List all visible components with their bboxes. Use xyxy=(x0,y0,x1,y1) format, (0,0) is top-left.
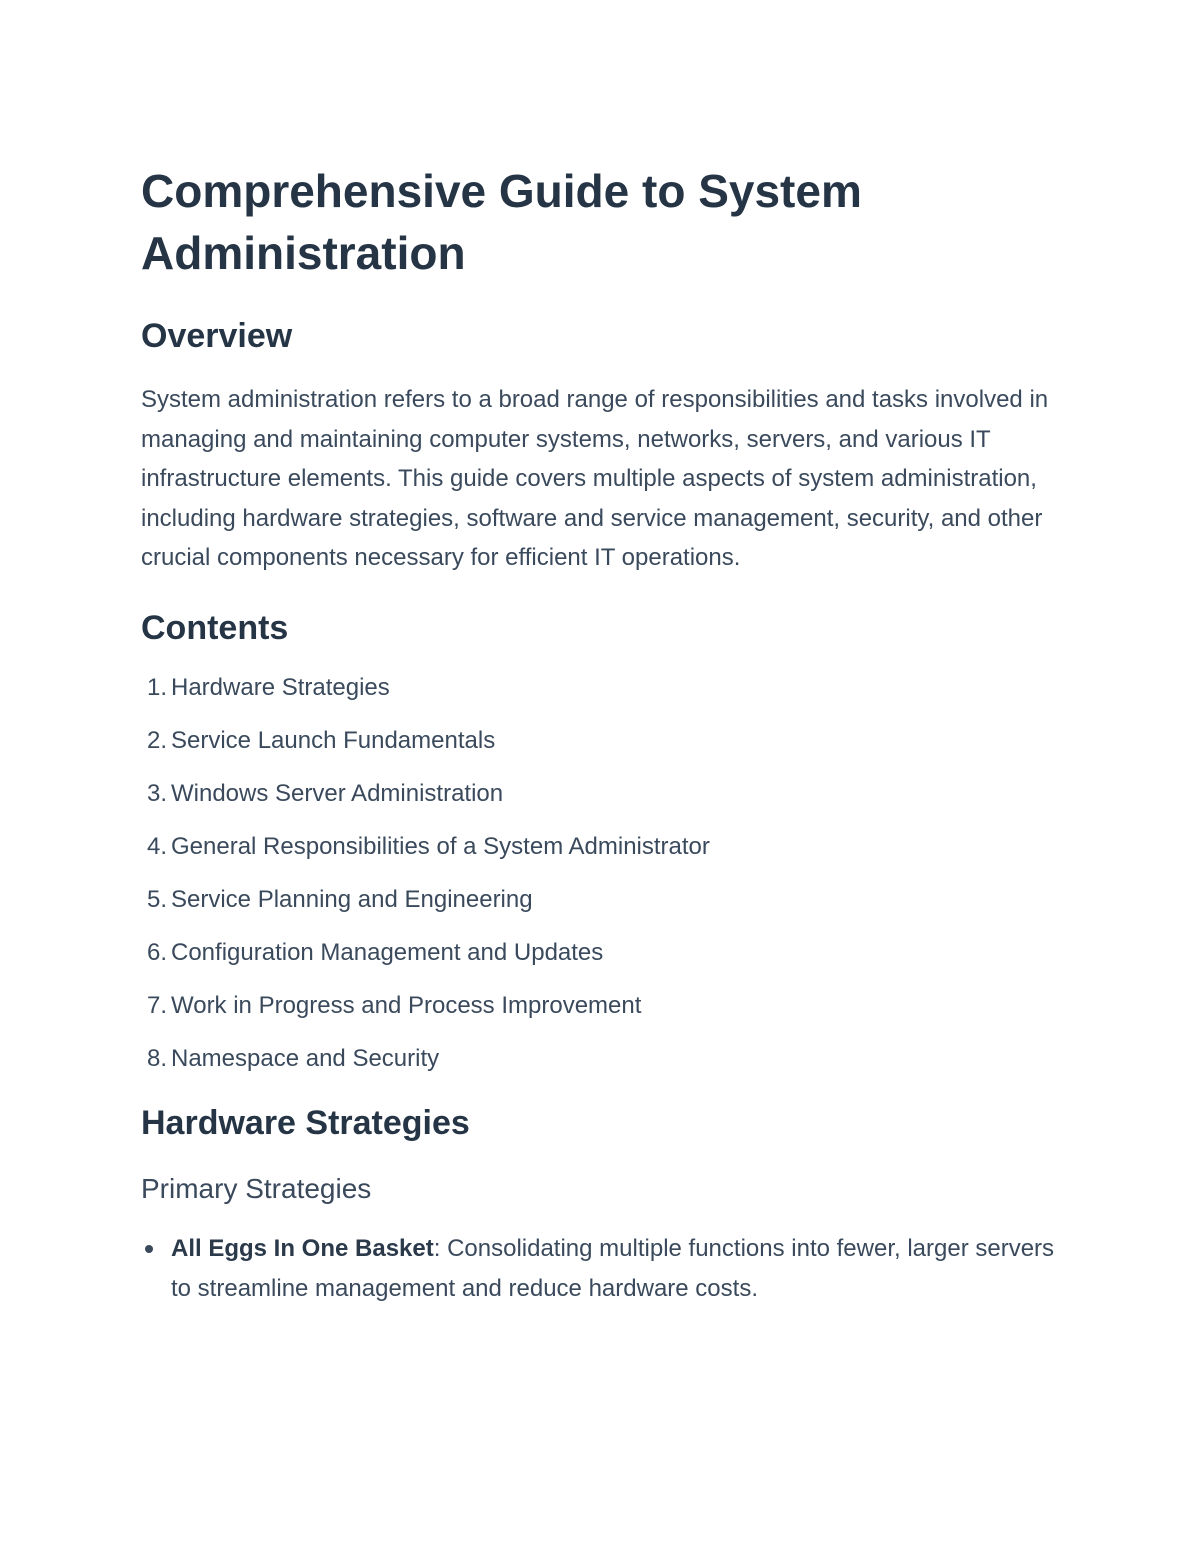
toc-item-service-launch-fundamentals[interactable] xyxy=(141,725,1061,757)
document-title: Comprehensive Guide to System Administration xyxy=(141,165,862,279)
table-of-contents xyxy=(141,672,1061,1075)
toc-item-label: Work in Progress and Process Improvement xyxy=(171,991,642,1019)
strategy-term-separator: : xyxy=(433,1234,441,1262)
toc-item-configuration-management[interactable] xyxy=(141,937,1061,969)
overview-paragraph: System administration refers to a broad range of responsibilities and tasks involved in managing and maintaining computer systems, networks, servers, and various IT infrastructure elements. This guide covers multiple aspects of system administration, including hardware strategies, software and service management, security, and other crucial components necessary for efficient IT operations. xyxy=(141,386,1049,571)
toc-item-number: 6. xyxy=(146,938,167,966)
toc-item-namespace-security[interactable] xyxy=(141,1043,1061,1075)
hardware-strategies-heading: Hardware Strategies xyxy=(141,1103,470,1142)
toc-item-number: 1. xyxy=(146,673,167,701)
toc-item-number: 5. xyxy=(146,885,167,913)
toc-item-label: Service Launch Fundamentals xyxy=(171,726,496,754)
toc-item-label: Configuration Management and Updates xyxy=(171,938,604,966)
toc-item-number: 4. xyxy=(146,832,167,860)
toc-item-work-in-progress[interactable] xyxy=(141,990,1061,1022)
overview-heading: Overview xyxy=(141,317,293,355)
toc-item-service-planning[interactable] xyxy=(141,884,1061,916)
toc-item-hardware-strategies[interactable] xyxy=(141,672,1061,704)
toc-item-label: Service Planning and Engineering xyxy=(171,885,533,913)
strategy-description: Consolidating multiple functions into fewer, larger servers to streamline management and reduce hardware costs. xyxy=(171,1234,1055,1302)
contents-heading: Contents xyxy=(141,608,289,647)
toc-item-number: 3. xyxy=(146,779,167,807)
bullet-icon xyxy=(145,1245,153,1253)
toc-item-label: Namespace and Security xyxy=(171,1044,440,1072)
toc-item-number: 2. xyxy=(146,726,167,754)
toc-item-number: 8. xyxy=(146,1044,167,1072)
toc-item-label: Windows Server Administration xyxy=(171,779,504,807)
document-page xyxy=(141,160,1061,1309)
toc-item-number: 7. xyxy=(146,991,167,1019)
toc-item-general-responsibilities[interactable] xyxy=(141,831,1061,863)
strategies-list xyxy=(141,1229,1061,1309)
strategy-term: All Eggs In One Basket xyxy=(171,1234,434,1262)
toc-item-windows-server-administration[interactable] xyxy=(141,778,1061,810)
list-item xyxy=(141,1229,1061,1309)
toc-item-label: Hardware Strategies xyxy=(171,673,390,701)
primary-strategies-subheading: Primary Strategies xyxy=(141,1172,372,1204)
toc-item-label: General Responsibilities of a System Administrator xyxy=(171,832,710,860)
